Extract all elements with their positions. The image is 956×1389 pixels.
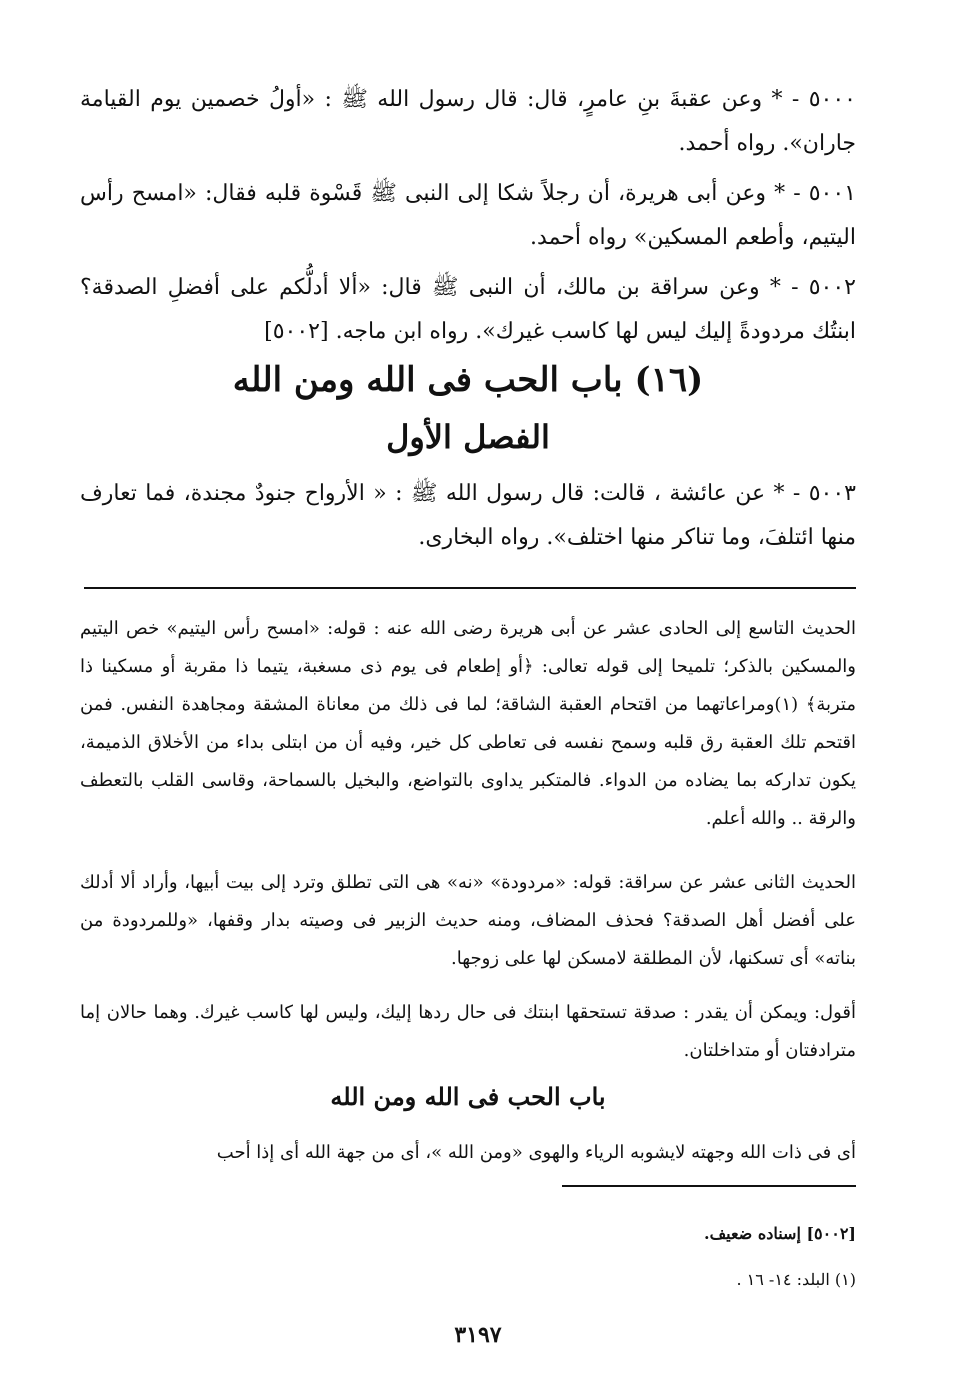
commentary-title: باب الحب فى الله ومن الله	[330, 1082, 606, 1111]
chapter-title: (١٦) باب الحب فى الله ومن الله	[232, 360, 704, 400]
hadith-5003	[80, 472, 856, 560]
hadith-text: ٥٠٠١ - * وعن أبى هريرة، أن رجلاً شكا إلى النبى ﷺ قَسْوة قلبه فقال: «امسح رأس اليتيم، وأطعم المسكين» رواه أحمد.	[80, 181, 856, 250]
commentary-2	[80, 864, 856, 978]
page-number: ٣١٩٧	[454, 1322, 502, 1348]
footnote-1: (١) البلد: ١٤- ١٦ .	[736, 1270, 856, 1289]
hadith-5000	[80, 78, 856, 166]
commentary-text: الحديث الثانى عشر عن سراقة: قوله: «مردودة» «نه» هى التى تطلق وترد إلى بيت أبيها، وأراد ألا أدلك على أفضل أهل الصدقة؟ فحذف المضاف، ومنه حديث الزبير فى وصيته بدار وقفها، «وللمردودة من بناته» أى تسكنها، لأن المطلقة لامسكن لها على زوجها.	[80, 872, 856, 969]
section-title: الفصل الأول	[386, 418, 550, 456]
separator-line	[84, 587, 856, 589]
commentary-1	[80, 610, 856, 838]
commentary-3	[80, 994, 856, 1070]
hadith-5001	[80, 172, 856, 260]
commentary-text: أقول: ويمكن أن يقدر : صدقة تستحقها ابنتك فى حال ردها إليك، وليس لها كاسب غيرك. وهما حالان إما مترادفتان أو متداخلتان.	[80, 1002, 856, 1061]
hadith-text: ٥٠٠٣ - * عن عائشة ، قالت: قال رسول الله ﷺ : « الأرواح جنودٌ مجندة، فما تعارف منها ائتلفَ، وما تناكر منها اختلف». رواه البخارى.	[80, 481, 856, 550]
footnote-separator	[562, 1185, 856, 1187]
commentary-text: أى فى ذات الله وجهته لايشوبه الرياء والهوى «ومن الله »، أى من جهة الله أى إذا أحب	[216, 1142, 856, 1163]
hadith-5002	[80, 266, 856, 354]
footnote-isnad: [٥٠٠٢] إسناده ضعيف.	[704, 1224, 856, 1243]
commentary-text: الحديث التاسع إلى الحادى عشر عن أبى هريرة رضى الله عنه : قوله: «امسح رأس اليتيم» خص اليتيم والمسكين بالذكر؛ تلميحا إلى قوله تعالى: ﴿أو إطعام فى يوم ذى مسغبة، يتيما ذا مقربة أو مسكينا ذا متربة﴾ (١)ومراعاتهما من اقتحام العقبة الشاقة؛ لما فى ذلك من معاناة المشقة ومجاهدة النفس. فمن اقتحم تلك العقبة رق قلبه وسمح نفسه فى تعاطى كل خير، وفيه أن من ابتلى بداء من الأخلاق الذميمة، يكون تداركه بما يضاده من الدواء. فالمتكبر يداوى بالتواضع، والبخيل بالسماحة، وقاسى القلب بالتعطف والرقة .. والله أعلم.	[80, 618, 856, 829]
hadith-text: ٥٠٠٢ - * وعن سراقة بن مالك، أن النبى ﷺ قال: «ألا أدلُّكم على أفضلِ الصدقة؟ ابنتُك مردودةً إليك ليس لها كاسب غيرك». رواه ابن ماجه. [٥٠٠٢]	[80, 275, 856, 344]
hadith-text: ٥٠٠٠ - * وعن عقبةَ بنِ عامرٍ، قال: قال رسول الله ﷺ : «أولُ خصمين يوم القيامة جاران». رواه أحمد.	[80, 87, 856, 156]
commentary-4	[80, 1134, 856, 1172]
